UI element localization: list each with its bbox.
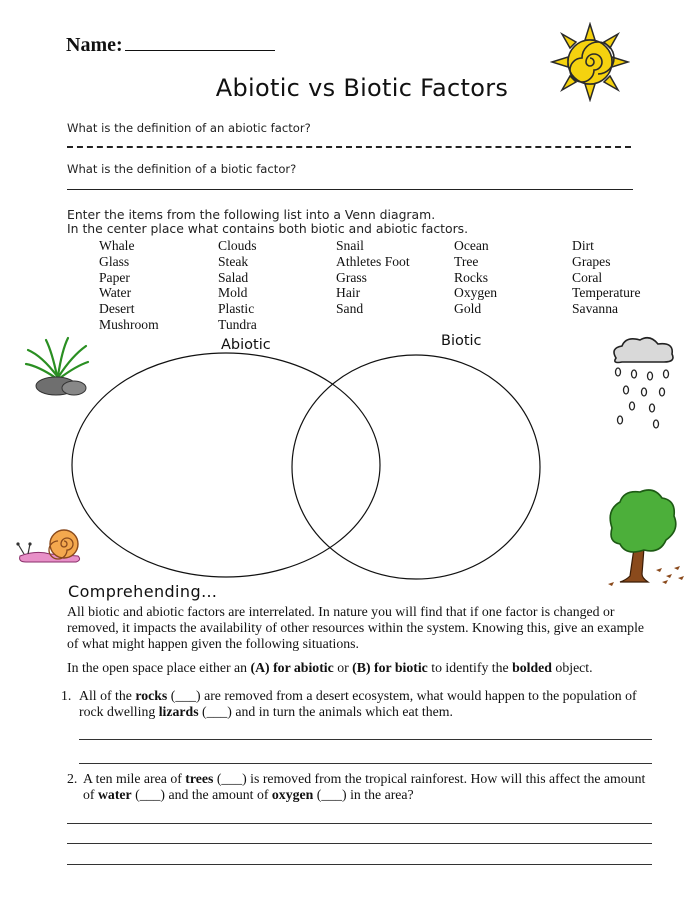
venn-instructions: [67, 208, 468, 236]
word-list-col-4: [454, 238, 497, 317]
answer-line[interactable]: [67, 843, 652, 844]
venn-circle-biotic[interactable]: [292, 355, 540, 579]
ab-instructions: [67, 660, 687, 676]
snail-icon: [16, 524, 88, 564]
question-text: of: [83, 787, 98, 802]
list-item: Gold: [454, 301, 482, 317]
list-item: Rocks: [454, 269, 488, 285]
list-item: Tree: [454, 253, 479, 269]
page-title: Abiotic vs Biotic Factors: [215, 74, 509, 102]
list-item: Mushroom: [99, 316, 159, 332]
venn-label-biotic: Biotic: [441, 333, 482, 349]
answer-line-biotic[interactable]: [67, 189, 633, 190]
venn-label-abiotic: Abiotic: [221, 337, 271, 353]
list-item: Whale: [99, 238, 135, 253]
venn-circle-abiotic[interactable]: [72, 353, 380, 577]
question-text: (___) in the area?: [313, 787, 414, 802]
list-item: Athletes Foot: [336, 253, 410, 269]
list-item: Ocean: [454, 238, 489, 253]
grass-rock-icon: [22, 336, 92, 398]
list-item: Steak: [218, 253, 249, 269]
instruction-line-1: Enter the items from the following list into a Venn diagram.: [67, 207, 436, 222]
name-field[interactable]: [66, 34, 275, 57]
list-item: Clouds: [218, 238, 257, 253]
bold-term-trees: trees: [185, 771, 214, 786]
list-item: Water: [99, 285, 132, 301]
question-text: A ten mile area of: [83, 771, 186, 786]
question-text: All of the: [79, 688, 136, 703]
instruction-text: to identify the: [427, 660, 513, 675]
list-item: Salad: [218, 269, 249, 285]
bold-term-lizards: lizards: [158, 704, 199, 719]
list-item: Oxygen: [454, 285, 498, 301]
list-item: Mold: [218, 285, 248, 301]
venn-diagram[interactable]: [60, 345, 560, 585]
list-item: Savanna: [572, 301, 619, 317]
answer-line[interactable]: [67, 823, 652, 824]
definition-question-biotic: What is the definition of a biotic factor?: [67, 162, 297, 176]
list-item: Sand: [336, 301, 364, 317]
answer-line[interactable]: [79, 763, 652, 764]
list-item: Desert: [99, 301, 135, 317]
list-item: Plastic: [218, 301, 255, 317]
word-list-col-5: [572, 238, 641, 317]
paragraph-line: of what might happen given the following situations.: [67, 636, 359, 651]
list-item: Snail: [336, 238, 364, 253]
biotic-code: (B) for biotic: [352, 660, 428, 675]
name-blank-line[interactable]: [125, 34, 275, 51]
list-item: Dirt: [572, 238, 594, 253]
list-item: Tundra: [218, 316, 257, 332]
question-text: (___) is removed from the tropical rainforest. How will this affect the amount: [213, 771, 646, 786]
answer-line[interactable]: [79, 739, 652, 740]
paragraph-line: All biotic and abiotic factors are interrelated. In nature you will find that if one factor is changed or: [67, 604, 615, 619]
list-item: Glass: [99, 253, 130, 269]
paragraph-line: removed, it impacts the availability of other resources within the system. Knowing this, give an example: [67, 620, 645, 635]
question-text: (___) and the amount of: [131, 787, 272, 802]
question-text: (___) and in turn the animals which eat them.: [198, 704, 453, 719]
question-1-number: 1.: [61, 688, 72, 703]
instruction-text: In the open space place either an: [67, 660, 251, 675]
comprehending-paragraph: [67, 604, 667, 652]
bold-term-oxygen: oxygen: [271, 787, 314, 802]
bold-term-rocks: rocks: [135, 688, 168, 703]
instruction-line-2: In the center place what contains both biotic and abiotic factors.: [67, 221, 469, 236]
list-item: Grass: [336, 269, 367, 285]
rain-cloud-icon: [606, 336, 682, 432]
question-2: [83, 771, 683, 803]
instruction-text: or: [333, 660, 353, 675]
list-item: Coral: [572, 269, 603, 285]
tree-icon: [604, 488, 690, 588]
question-1: [79, 688, 679, 720]
list-item: Paper: [99, 269, 130, 285]
list-item: Hair: [336, 285, 361, 301]
list-item: Temperature: [572, 285, 641, 301]
question-text: (___) are removed from a desert ecosystem, what would happen to the population of: [167, 688, 637, 703]
word-list-col-3: [336, 238, 410, 317]
section-title-comprehending: Comprehending…: [68, 582, 218, 601]
word-list-col-1: [99, 238, 159, 333]
word-list-col-2: [218, 238, 257, 333]
list-item: Grapes: [572, 253, 611, 269]
answer-line-abiotic[interactable]: [67, 146, 631, 148]
question-2-number: 2.: [67, 771, 78, 786]
instruction-text: object.: [551, 660, 593, 675]
answer-line[interactable]: [67, 864, 652, 865]
name-label: Name:: [66, 34, 123, 56]
question-text: rock dwelling: [79, 704, 159, 719]
definition-question-abiotic: What is the definition of an abiotic factor?: [67, 121, 311, 135]
bolded-word: bolded: [512, 660, 552, 675]
bold-term-water: water: [97, 787, 132, 802]
abiotic-code: (A) for abiotic: [250, 660, 334, 675]
